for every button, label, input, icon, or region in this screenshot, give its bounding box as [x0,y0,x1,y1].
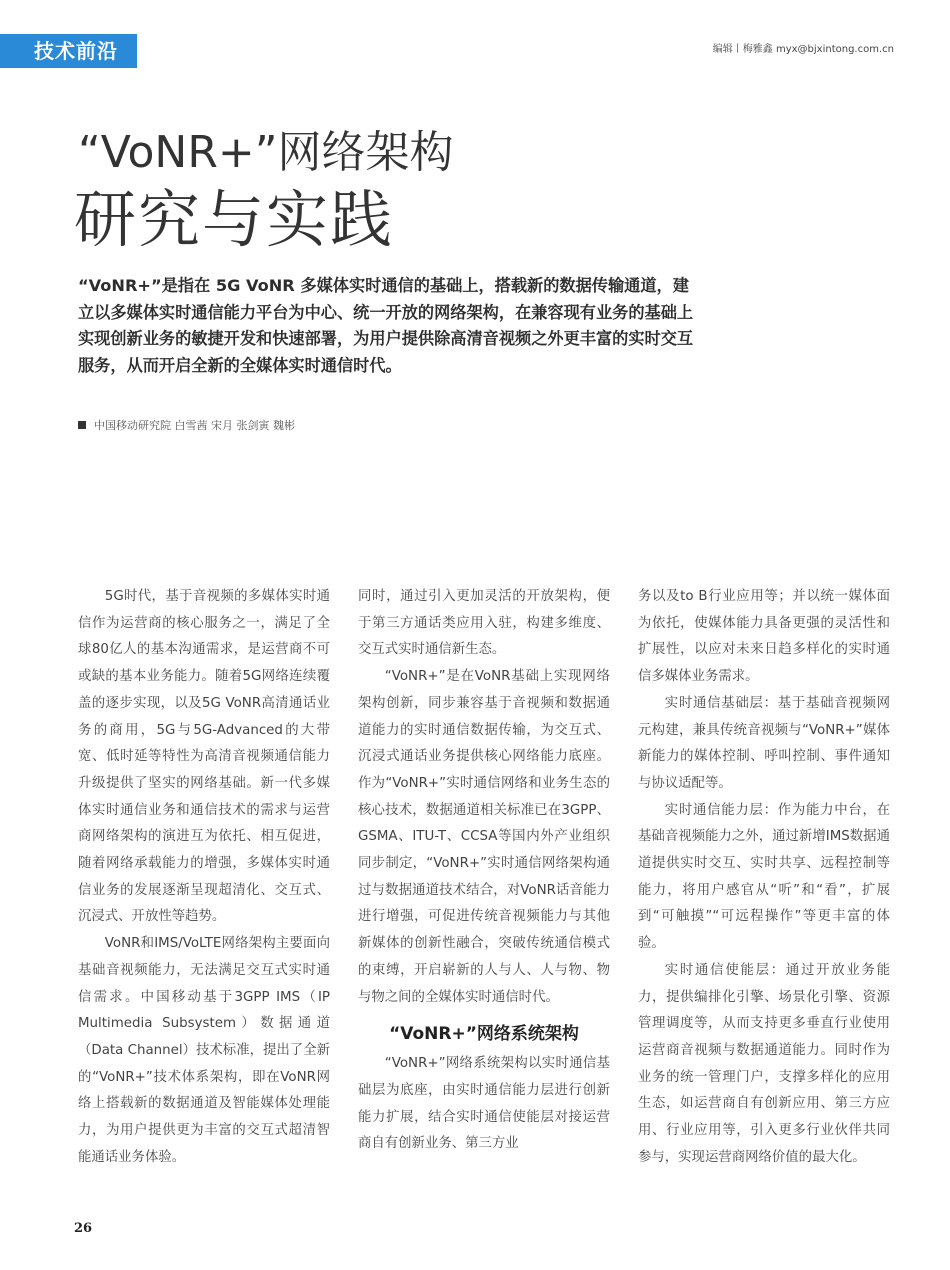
title-line-2: 研究与实践 [74,183,395,256]
abstract: “VoNR+”是指在 5G VoNR 多媒体实时通信的基础上，搭载新的数据传输通道，建立以多媒体实时通信能力平台为中心、统一开放的网络架构，在兼容现有业务的基础上实现创新业务的敏捷开发和快速部署，为用户提供除高清音视频之外更丰富的实时交互服务，从而开启全新的全媒体实时通信时代。 [78,276,694,376]
paragraph: 同时，通过引入更加灵活的开放架构，便于第三方通话类应用入驻，构建多维度、交互式实时通信新生态。 [358,589,610,658]
section-heading: “VoNR+”网络系统架构 [389,1024,579,1045]
author-line [78,417,295,433]
editor-credit: 编辑丨梅雅鑫 myx@bjxintong.com.cn [712,44,894,55]
author-text: 中国移动研究院 白雪茜 宋月 张剑寅 魏彬 [94,419,295,432]
paragraph: VoNR和IMS/VoLTE网络架构主要面向基础音视频能力，无法满足交互式实时通信需求。中国移动基于3GPP IMS（IP Multimedia Subsystem）数据通道（Data Channel）技术标准，提出了全新的“VoNR+”技术体系架构，即在VoNR网络上搭载新的数据通道及智能媒体处理能力，为用户提供更为丰富的交互式超清智能通话业务体验。 [78,936,330,1165]
column-3 [638,584,890,1171]
title-line-1: “VoNR+”网络架构 [78,127,454,178]
column-1 [78,584,330,1171]
section-tab: 技术前沿 [0,34,137,68]
paragraph: 5G时代，基于音视频的多媒体实时通信作为运营商的核心服务之一，满足了全球80亿人的基本沟通需求，是运营商不可或缺的基本业务能力。随着5G网络连续覆盖的逐步实现，以及5G VoNR高清通话业务的商用，5G与5G-Advanced的大带宽、低时延等特性为高清音视频通信能力升级提供了坚实的网络基础。新一代多媒体实时通信业务和通信技术的需求与运营商网络架构的演进互为依托、相互促进，随着网络承载能力的增强，多媒体实时通信业务的发展逐渐呈现超清化、交互式、沉浸式、开放性等趋势。 [78,589,330,925]
paragraph: “VoNR+”网络系统架构以实时通信基础层为底座，由实时通信能力层进行创新能力扩展，结合实时通信使能层对接运营商自有创新业务、第三方业 [358,1056,610,1152]
paragraph: 实时通信使能层：通过开放业务能力，提供编排化引擎、场景化引擎、资源管理调度等，从而支持更多垂直行业使用运营商音视频与数据通道能力。同时作为业务的统一管理门户，支撑多样化的应用生态，如运营商自有创新应用、第三方应用、行业应用等，引入更多行业伙伴共同参与，实现运营商网络价值的最大化。 [638,962,890,1165]
paragraph: 实时通信基础层：基于基础音视频网元构建，兼具传统音视频与“VoNR+”媒体新能力的媒体控制、呼叫控制、事件通知与协议适配等。 [638,695,890,791]
paragraph: 实时通信能力层：作为能力中台，在基础音视频能力之外，通过新增IMS数据通道提供实时交互、实时共享、远程控制等能力，将用户感官从“听”和“看”，扩展到“可触摸”“可远程操作”等更丰富的体验。 [638,802,890,952]
page-number: 26 [74,1221,93,1236]
bullet-square-icon [78,421,86,429]
column-2 [358,584,610,1158]
paragraph: 务以及to B行业应用等；并以统一媒体面为依托，使媒体能力具备更强的灵活性和扩展性，以应对未来日趋多样化的实时通信多媒体业务需求。 [638,589,890,685]
paragraph: “VoNR+”是在VoNR基础上实现网络架构创新，同步兼容基于音视频和数据通道能力的实时通信数据传输，为交互式、沉浸式通话业务提供核心网络能力底座。作为“VoNR+”实时通信网络和业务生态的核心技术，数据通道相关标准已在3GPP、GSMA、ITU-T、CCSA等国内外产业组织同步制定，“VoNR+”实时通信网络架构通过与数据通道技术结合，对VoNR话音能力进行增强，可促进传统音视频能力与其他新媒体的创新性融合，突破传统通信模式的束缚，开启崭新的人与人、人与物、物与物之间的全媒体实时通信时代。 [358,669,610,1005]
